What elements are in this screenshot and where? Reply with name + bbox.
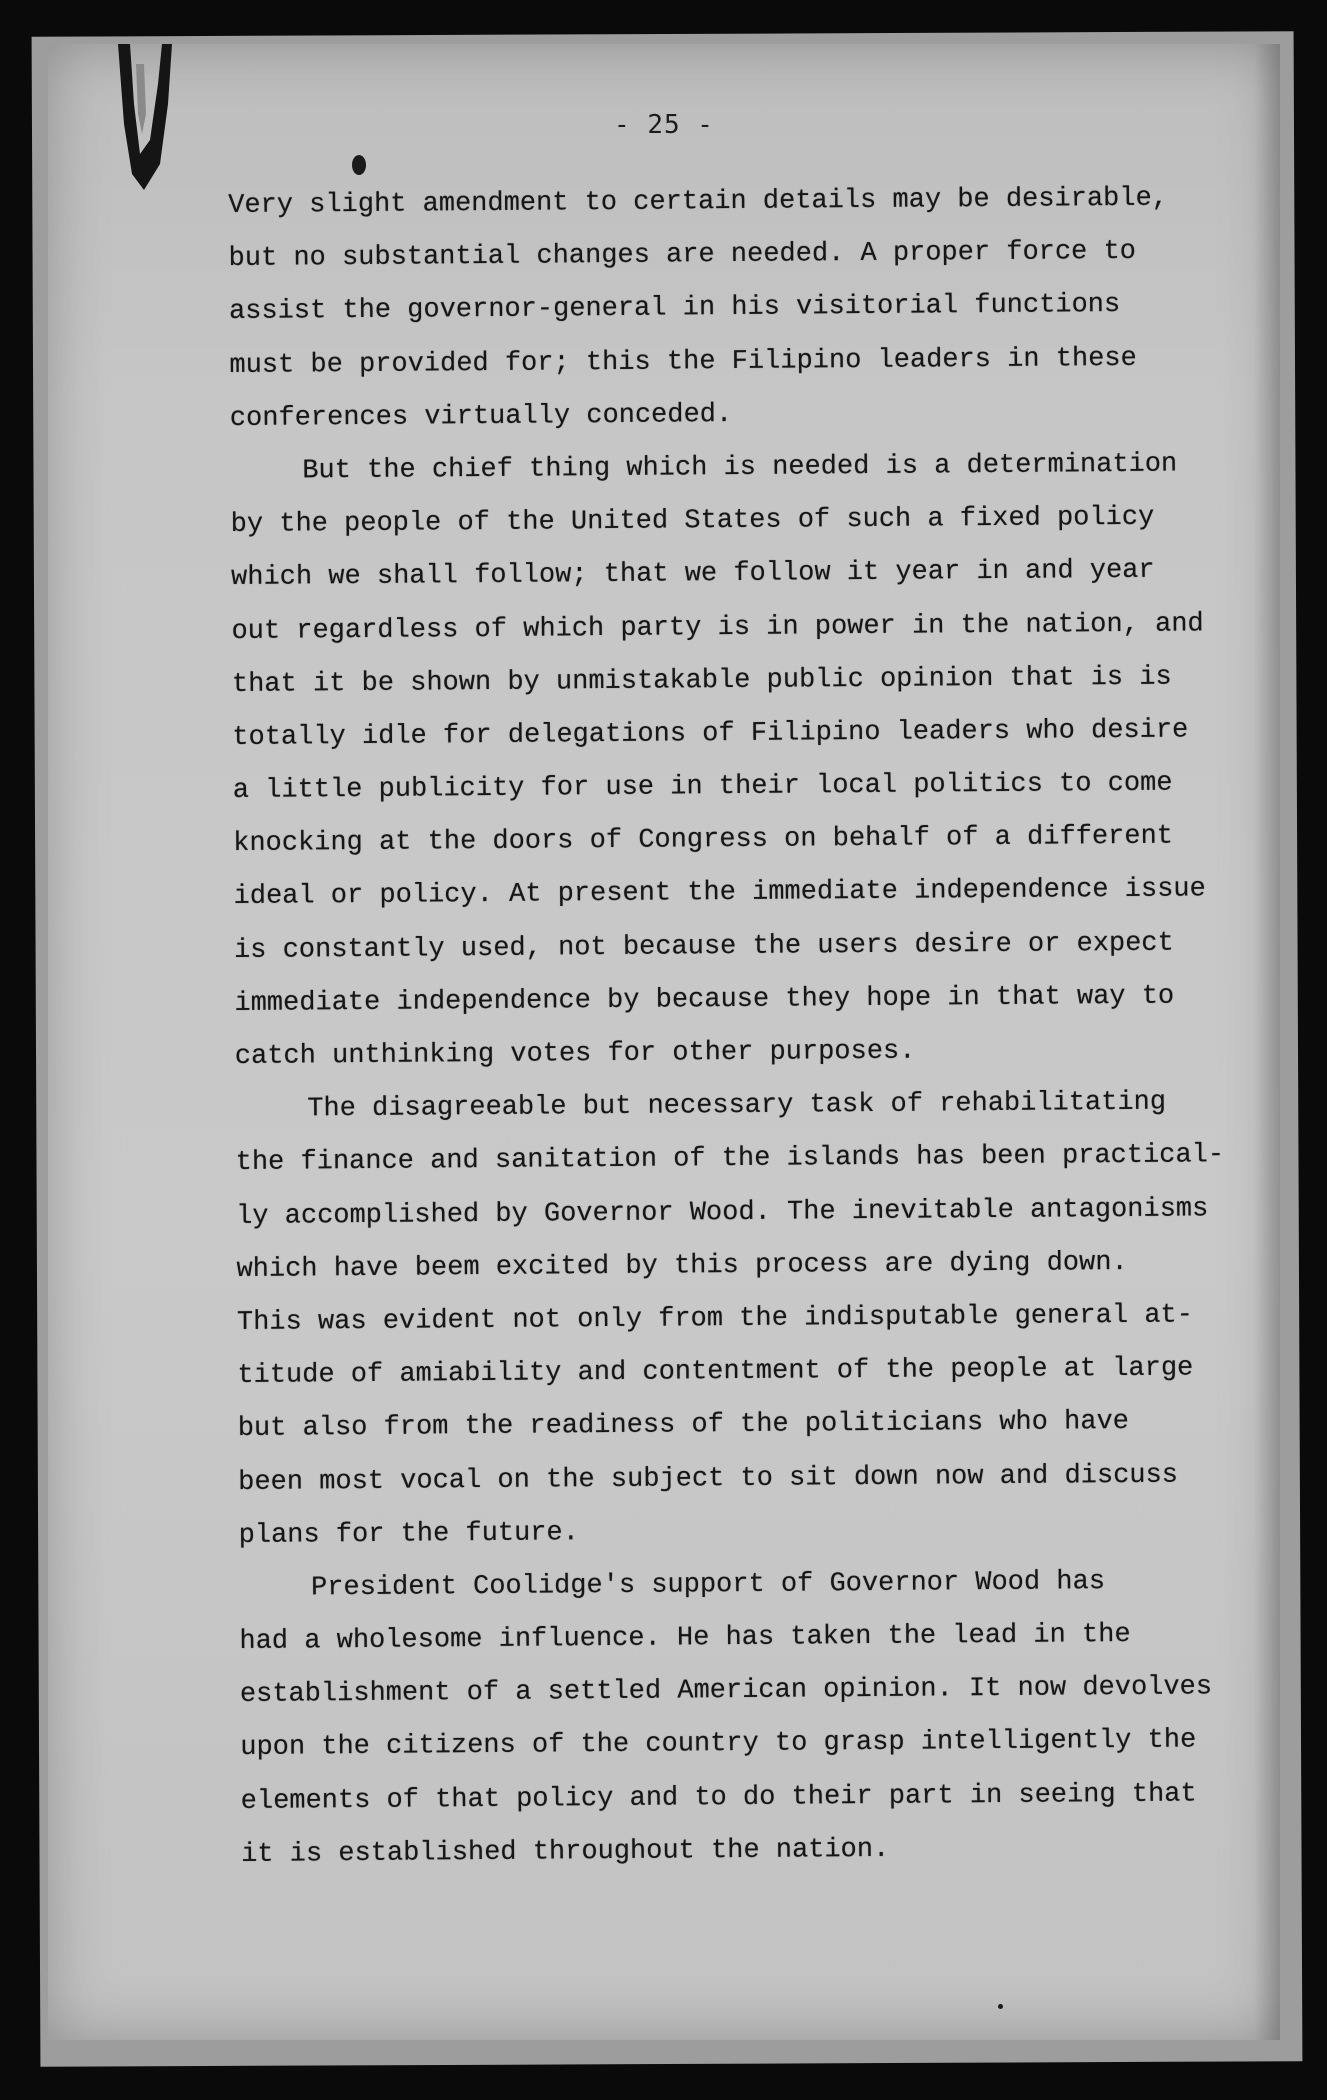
- ink-speck: [998, 2004, 1003, 2009]
- text-line: plans for the future.: [238, 1517, 580, 1551]
- text-line: but also from the readiness of the politicians who have: [237, 1407, 1130, 1445]
- text-line: is constantly used, not because the users desire or expect: [233, 928, 1174, 966]
- text-line: knocking at the doors of Congress on behalf of a different: [233, 821, 1174, 860]
- text-line: President Coolidge's support of Governor Wood has: [310, 1567, 1106, 1604]
- text-line: ideal or policy. At present the immediate independence issue: [233, 874, 1206, 913]
- text-line: a little publicity for use in their local politics to come: [232, 768, 1173, 807]
- text-line: must be provided for; this the Filipino leaders in these: [229, 343, 1137, 381]
- text-line: had a wholesome influence. He has taken the lead in the: [239, 1620, 1131, 1658]
- text-line: which have beem excited by this process are dying down.: [236, 1247, 1128, 1285]
- text-line: establishment of a settled American opinion. It now devolves: [239, 1672, 1213, 1711]
- page-number: - 25 -: [614, 110, 714, 140]
- text-line: But the chief thing which is needed is a determination: [302, 449, 1178, 487]
- text-line: assist the governor-general in his visitorial functions: [228, 290, 1121, 328]
- text-line: elements of that policy and to do their part in seeing that: [240, 1779, 1197, 1817]
- typewritten-page: [48, 44, 1280, 2040]
- text-line: The disagreeable but necessary task of rehabilitating: [307, 1087, 1167, 1125]
- text-line: ly accomplished by Governor Wood. The inevitable antagonisms: [236, 1193, 1209, 1232]
- text-line: catch unthinking votes for other purposes.: [234, 1036, 916, 1072]
- ink-blot: [352, 155, 366, 175]
- text-line: which we shall follow; that we follow it year in and year: [231, 556, 1155, 594]
- paragraph-4: [239, 1555, 1261, 1882]
- text-line: Very slight amendment to certain details may be desirable,: [228, 183, 1169, 221]
- text-line: titude of amiability and contentment of the people at large: [237, 1353, 1194, 1392]
- text-line: conferences virtually conceded.: [229, 399, 733, 434]
- paragraph-1: [228, 172, 1250, 446]
- text-line: totally idle for delegations of Filipino leaders who desire: [232, 715, 1189, 753]
- paragraph-2: [230, 438, 1255, 1084]
- text-line: been most vocal on the subject to sit down now and discuss: [238, 1460, 1179, 1498]
- text-line: out regardless of which party is in power in the nation, and: [231, 608, 1204, 647]
- text-line: This was evident not only from the indisputable general at-: [236, 1300, 1194, 1338]
- text-line: that it be shown by unmistakable public opinion that is is: [231, 662, 1172, 700]
- text-line: by the people of the United States of such a fixed policy: [230, 502, 1155, 541]
- paragraph-3: [235, 1076, 1259, 1563]
- body-text: [228, 172, 1261, 1882]
- text-line: immediate independence by because they hope in that way to: [234, 981, 1175, 1019]
- text-line: it is established throughout the nation.: [241, 1834, 890, 1870]
- text-line: but no substantial changes are needed. A proper force to: [228, 237, 1137, 275]
- text-line: upon the citizens of the country to grasp intelligently the: [240, 1725, 1197, 1764]
- text-line: the finance and sanitation of the islands has been practical-: [235, 1140, 1225, 1179]
